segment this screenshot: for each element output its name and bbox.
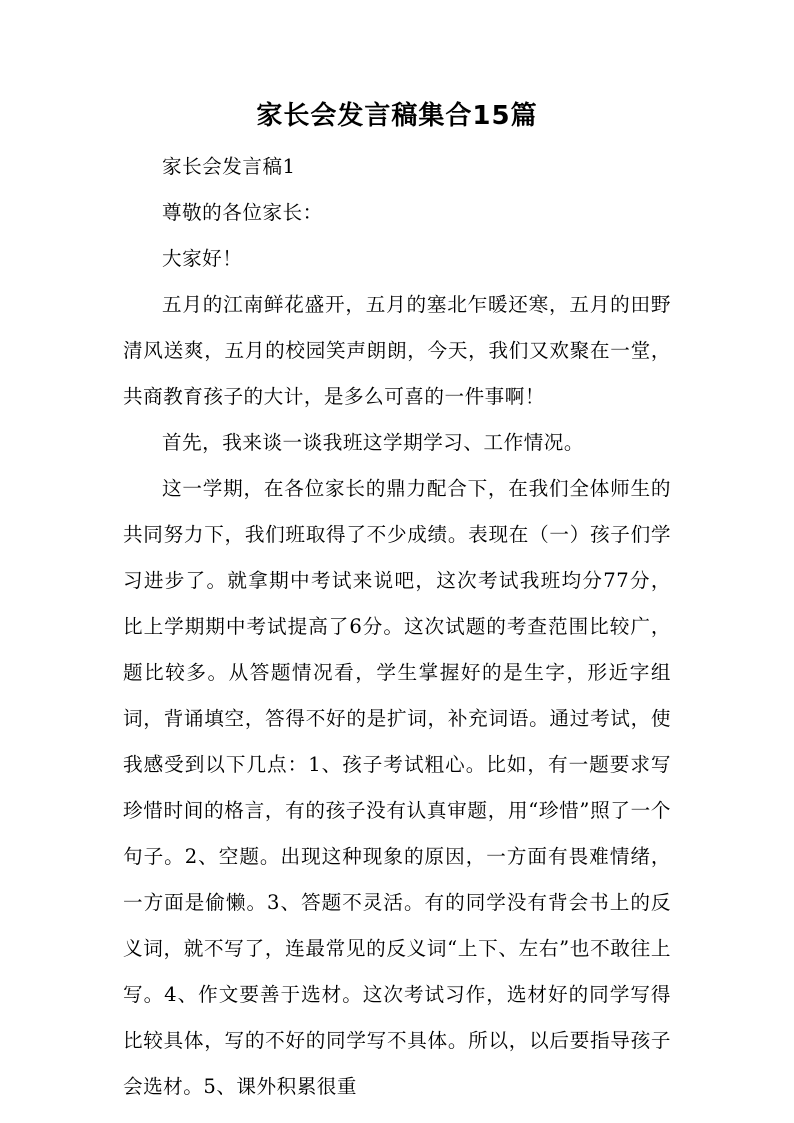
document-body [123, 144, 671, 1110]
paragraph: 首先，我来谈一谈我班这学期学习、工作情况。 [162, 431, 584, 454]
document-title: 家长会发言稿集合15篇 [256, 101, 538, 131]
paragraph-greeting: 大家好！ [162, 247, 243, 270]
paragraph-salutation: 尊敬的各位家长： [162, 201, 323, 224]
paragraph-heading: 家长会发言稿1 [162, 155, 296, 178]
paragraph: 这一学期，在各位家长的鼎力配合下，在我们全体师生的共同努力下，我们班取得了不少成绩。表现在（一）孩子们学习进步了。就拿期中考试来说吧，这次考试我班均分77分，比上学期期中考试提高了6分。这次试题的考查范围比较广，题比较多。从答题情况看，学生掌握好的是生字，形近字组词，背诵填空，答得不好的是扩词，补充词语。通过考试，使我感受到以下几点：1、孩子考试粗心。比如，有一题要求写珍惜时间的格言，有的孩子没有认真审题，用“珍惜”照了一个句子。2、空题。出现这种现象的原因，一方面有畏难情绪，一方面是偷懒。3、答题不灵活。有的同学没有背会书上的反义词，就不写了，连最常见的反义词“上下、左右”也不敢往上写。4、作文要善于选材。这次考试习作，选材好的同学写得比较具体，写的不好的同学写不具体。所以，以后要指导孩子会选材。5、课外积累很重 [123, 477, 671, 1098]
paragraph: 五月的江南鲜花盛开，五月的塞北乍暖还寒，五月的田野清风送爽，五月的校园笑声朗朗，今天，我们又欢聚在一堂，共商教育孩子的大计，是多么可喜的一件事啊！ [123, 293, 671, 408]
